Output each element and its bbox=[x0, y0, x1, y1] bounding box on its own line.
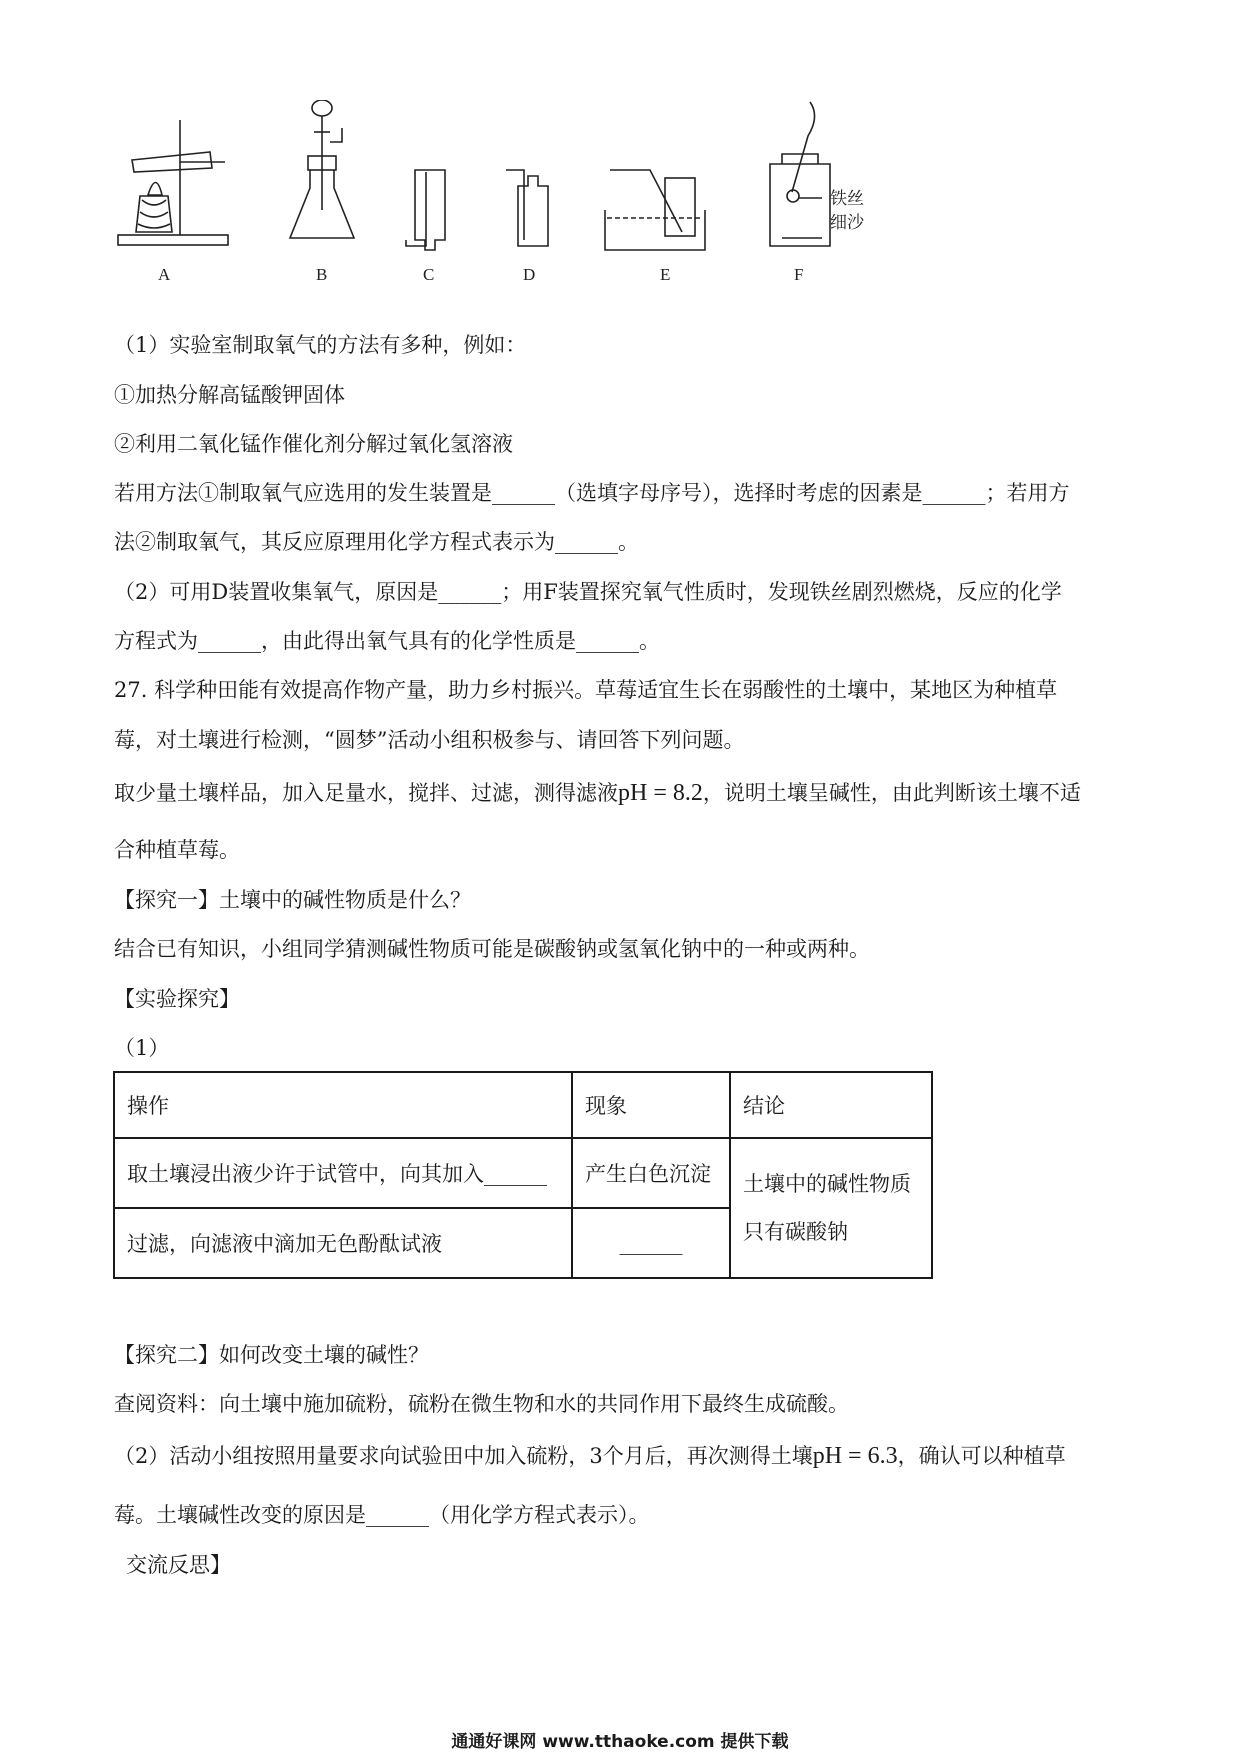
q27-line3 bbox=[114, 778, 1081, 808]
apparatus-c-bottle bbox=[406, 170, 445, 250]
experiment-title: 【实验探究】 bbox=[114, 987, 240, 1011]
conclusion-line2: 只有碳酸钠 bbox=[743, 1220, 848, 1244]
row1-phenomenon: 产生白色沉淀 bbox=[572, 1138, 730, 1208]
q27-line3-tail: ，说明土壤呈碱性，由此判断该土壤不适 bbox=[702, 781, 1081, 805]
label-f: F bbox=[794, 265, 804, 284]
q26-part1-line2: 法②制取氧气，其反应原理用化学方程式表示为______。 bbox=[114, 530, 639, 554]
footer-watermark: 通通好课网 www.tthaoke.com 提供下载 bbox=[451, 1732, 789, 1752]
header-operation: 操作 bbox=[114, 1072, 572, 1138]
q27-part2-text: （2）活动小组按照用量要求向试验田中加入硫粉，3个月后，再次测得土壤 bbox=[114, 1444, 813, 1468]
label-c: C bbox=[423, 265, 435, 284]
inquiry2-title: 【探究二】如何改变土壤的碱性？ bbox=[114, 1343, 429, 1367]
conclusion-cell bbox=[730, 1138, 932, 1278]
label-b: B bbox=[316, 265, 328, 284]
ph-value-2: pH = 6.3 bbox=[812, 1443, 898, 1469]
inquiry1-title: 【探究一】土壤中的碱性物质是什么？ bbox=[114, 888, 471, 912]
sub-question-1: （1） bbox=[114, 1036, 170, 1060]
callout-fine-sand: 细沙 bbox=[830, 213, 864, 232]
apparatus-d-bottle bbox=[506, 170, 548, 246]
q27-line2: 莓，对土壤进行检测，“圆梦”活动小组积极参与、请回答下列问题。 bbox=[114, 728, 745, 752]
apparatus-a-heating bbox=[118, 120, 228, 245]
inquiry1-text: 结合已有知识，小组同学猜测碱性物质可能是碳酸钠或氢氧化钠中的一种或两种。 bbox=[114, 937, 870, 961]
table-header-row bbox=[114, 1072, 932, 1138]
q27-part2-line2: 莓。土壤碱性改变的原因是______（用化学方程式表示）。 bbox=[114, 1503, 650, 1527]
table-row bbox=[114, 1138, 932, 1208]
q26-part2-line2: 方程式为______，由此得出氧气具有的化学性质是______。 bbox=[114, 629, 660, 653]
q27-part2-line1 bbox=[114, 1441, 1066, 1471]
row1-operation: 取土壤浸出液少许于试管中，向其加入______ bbox=[114, 1138, 572, 1208]
q27-part2-tail: ，确认可以种植草 bbox=[897, 1444, 1066, 1468]
apparatus-f-iron-wire bbox=[770, 102, 830, 246]
apparatus-b-flask bbox=[290, 100, 354, 238]
header-conclusion: 结论 bbox=[730, 1072, 932, 1138]
q26-method-1: ①加热分解高锰酸钾固体 bbox=[114, 383, 345, 407]
inquiry2-text: 查阅资料：向土壤中施加硫粉，硫粉在微生物和水的共同作用下最终生成硫酸。 bbox=[114, 1392, 849, 1416]
q26-part2-line1: （2）可用D装置收集氧气，原因是______；用F装置探究氧气性质时，发现铁丝剧烈燃烧，反应的化学 bbox=[114, 580, 1062, 604]
q26-method-2: ②利用二氧化锰作催化剂分解过氧化氢溶液 bbox=[114, 432, 513, 456]
conclusion-line1: 土壤中的碱性物质 bbox=[743, 1172, 911, 1196]
label-a: A bbox=[158, 265, 171, 284]
ph-value-1: pH = 8.2 bbox=[618, 780, 703, 806]
q27-line4: 合种植草莓。 bbox=[114, 838, 240, 862]
label-e: E bbox=[660, 265, 671, 284]
q27-line3-text: 取少量土壤样品，加入足量水，搅拌、过滤，测得滤液 bbox=[114, 781, 618, 805]
lab-apparatus-figure bbox=[110, 100, 950, 315]
label-d: D bbox=[523, 265, 536, 284]
header-phenomenon: 现象 bbox=[572, 1072, 730, 1138]
row2-phenomenon-blank: ______ bbox=[572, 1208, 730, 1278]
apparatus-e-water-trough bbox=[605, 170, 705, 250]
q26-part1-intro: （1）实验室制取氧气的方法有多种，例如： bbox=[114, 333, 527, 357]
row2-operation: 过滤，向滤液中滴加无色酚酞试液 bbox=[114, 1208, 572, 1278]
callout-iron-wire: 铁丝 bbox=[830, 189, 864, 208]
experiment-table bbox=[113, 1071, 933, 1279]
q26-part1-line1: 若用方法①制取氧气应选用的发生装置是______（选填字母序号），选择时考虑的因素是______；若用方 bbox=[114, 481, 1070, 505]
q27-line1: 27. 科学种田能有效提高作物产量，助力乡村振兴。草莓适宜生长在弱酸性的土壤中，某地区为种植草 bbox=[114, 678, 1058, 702]
reflection-heading: 交流反思】 bbox=[126, 1553, 231, 1577]
